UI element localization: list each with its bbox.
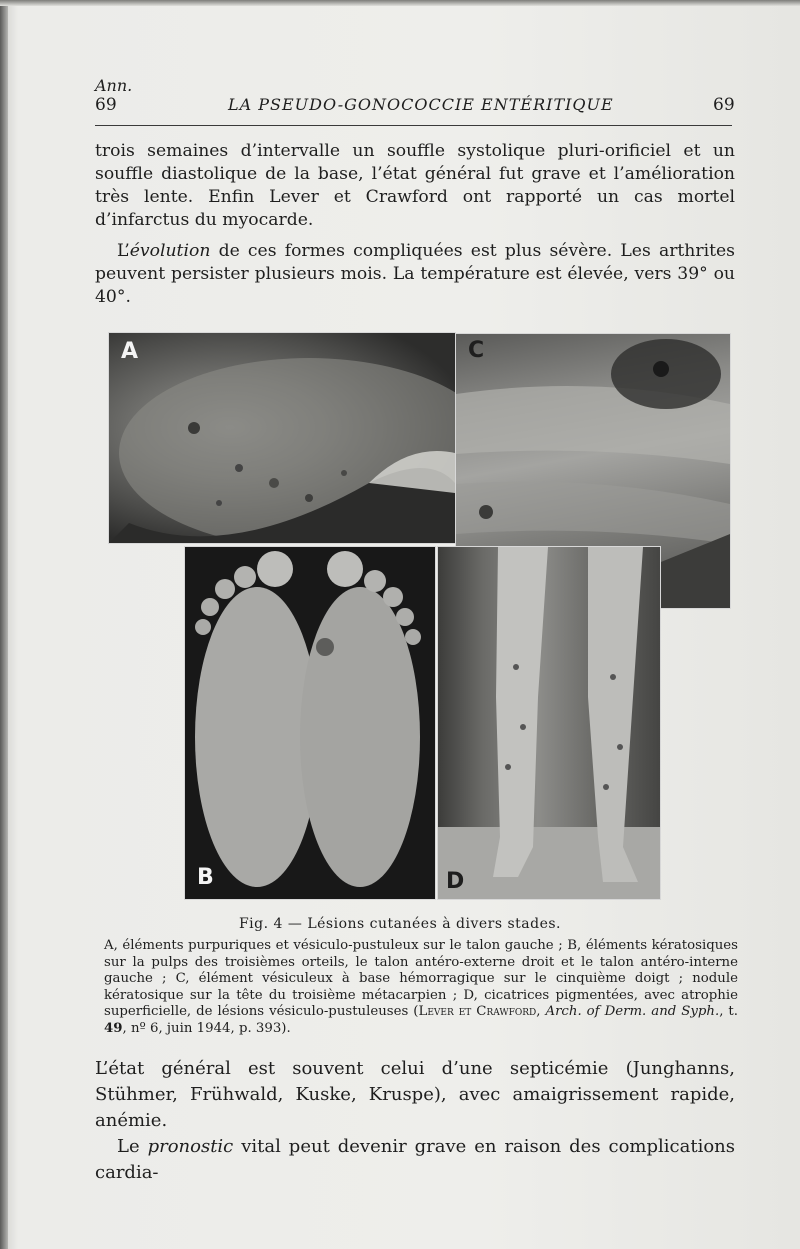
figure-panel-a (108, 332, 456, 544)
paragraph-4-text (95, 1134, 735, 1186)
panel-d-photo (438, 547, 660, 899)
header-rule (95, 125, 732, 126)
figure-panel-b (184, 546, 436, 900)
panel-b-photo (185, 547, 435, 899)
p4-rest: vital peut devenir grave en raison des complications cardia- (95, 1136, 736, 1183)
p4-italic-pronostic: pronostic (147, 1136, 234, 1157)
annotation-ann: Ann. (95, 76, 133, 95)
panel-c-label: C (468, 338, 485, 363)
p2-prefix: L’ (117, 241, 130, 261)
caption-vol-prefix: , t. (719, 1004, 738, 1020)
page-number-left: 69 (95, 95, 117, 115)
figure-caption-title: Fig. 4 — Lésions cutanées à divers stades. (238, 916, 562, 932)
page-number-right: 69 (713, 95, 735, 115)
running-title: LA PSEUDO-GONOCOCCIE ENTÉRITIQUE (228, 95, 614, 114)
panel-d-label: D (446, 869, 465, 894)
paragraph-3-text: L’état général est souvent celui d’une septicémie (Junghanns, Stühmer, Frühwald, Kuske, Kruspe), avec amaigrissement rapide, anémie. (95, 1058, 735, 1131)
panel-a-label: A (121, 339, 139, 364)
page-top-edge (0, 0, 800, 6)
caption-main: A, éléments purpuriques et vésiculo-pustuleux sur le talon gauche ; B, éléments kératosiques sur la pulps des troisièmes orteils, le talon antéro-externe droit et le talon antéro-interne gauche ; C, élément vésiculeux à base hémorragique sur le cinquième doigt ; nodule kératosique sur la tête du troisième métacarpien ; D, cicatrices pigmentées, avec atrophie superficielle, de lésions vésiculo-pustuleuses ( (104, 938, 738, 1020)
p2-rest: de ces formes compliquées est plus sévère. Les arthrites peuvent persister plusieurs mois. La température est élevée, vers 39° ou 40°. (95, 241, 735, 307)
book-spine (0, 0, 8, 1249)
paragraph-3 (95, 1056, 735, 1186)
p2-italic-evolution: évolution (129, 241, 211, 261)
paragraph-2 (95, 240, 735, 309)
caption-sep: , (536, 1004, 546, 1020)
caption-journal: Arch. of Derm. and Syph. (545, 1004, 720, 1020)
figure-caption-body (104, 938, 738, 1038)
p4-prefix: Le (117, 1136, 148, 1157)
caption-authors: Lever et Crawford (418, 1004, 537, 1020)
caption-volume: 49 (104, 1020, 123, 1036)
caption-end: , nº 6, juin 1944, p. 393). (122, 1020, 291, 1036)
paragraph-1 (95, 140, 735, 232)
figure-panel-d (437, 546, 661, 900)
panel-a-photo (109, 333, 455, 543)
paragraph-2-text (95, 240, 735, 309)
paragraph-1-text: trois semaines d’intervalle un souffle systolique pluri-orificiel et un souffle diastolique de la base, l’état général fut grave et l’amélioration très lente. Enfin Lever et Crawford ont rapporté un cas mortel d’infarctus du myocarde. (95, 141, 735, 230)
panel-b-label: B (197, 865, 214, 890)
figure-caption-text (104, 938, 738, 1038)
